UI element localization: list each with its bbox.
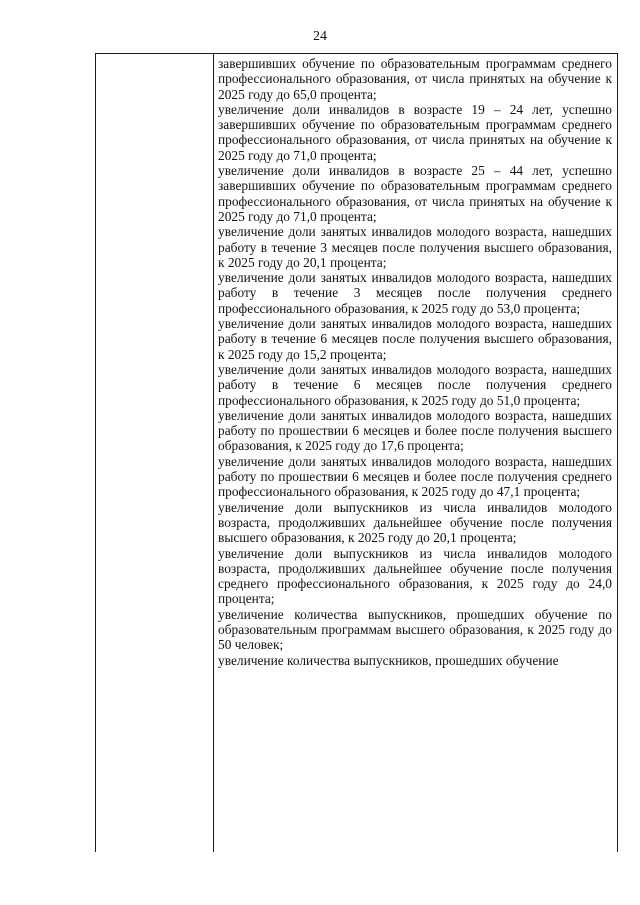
list-item: увеличение доли занятых инвалидов молодого возраста, нашедших работу в течение 3 месяцев после получения высшего образования, к 2025 году до 20,1 процента; (218, 224, 612, 270)
list-item: увеличение количества выпускников, прошедших обучение по образовательным программам высшего образования, к 2025 году до 50 человек; (218, 606, 612, 653)
table-right-column (214, 54, 617, 852)
table-left-column (96, 54, 214, 852)
list-item: увеличение доли занятых инвалидов молодого возраста, нашедших работу по прошествии 6 месяцев и более после получения высшего образования, к 2025 году до 17,6 процента; (218, 407, 612, 454)
list-item: увеличение доли инвалидов в возрасте 19 – 24 лет, успешно завершивших обучение по образовательным программам среднего профессионального образования, от числа принятых на обучение к 2025 году до 71,0 процента; (218, 101, 612, 163)
page-number: 24 (313, 29, 327, 44)
list-item: завершивших обучение по образовательным программам среднего профессионального образования, от числа принятых на обучение к 2025 году до 65,0 процента; (218, 56, 612, 102)
list-item: увеличение количества выпускников, прошедших обучение (218, 652, 559, 668)
list-item: увеличение доли занятых инвалидов молодого возраста, нашедших работу по прошествии 6 месяцев и более после получения среднего профессионального образования, к 2025 году до 47,1 процента; (218, 453, 612, 500)
list-item: увеличение доли выпускников из числа инвалидов молодого возраста, продолживших дальнейшее обучение после получения высшего образования, к 2025 году до 20,1 процента; (218, 499, 612, 546)
list-item: увеличение доли занятых инвалидов молодого возраста, нашедших работу в течение 6 месяцев после получения высшего образования, к 2025 году до 15,2 процента; (218, 316, 612, 362)
list-item: увеличение доли инвалидов в возрасте 25 – 44 лет, успешно завершивших обучение по образовательным программам среднего профессионального образования, от числа принятых на обучение к 2025 году до 71,0 процента; (218, 163, 612, 224)
list-item: увеличение доли занятых инвалидов молодого возраста, нашедших работу в течение 3 месяцев после получения среднего профессионального образования, к 2025 году до 53,0 процента; (218, 270, 612, 316)
list-item: увеличение доли выпускников из числа инвалидов молодого возраста, продолживших дальнейшее обучение после получения среднего профессионального образования, к 2025 году до 24,0 процента; (218, 545, 612, 607)
list-item: увеличение доли занятых инвалидов молодого возраста, нашедших работу в течение 6 месяцев после получения среднего профессионального образования, к 2025 году до 51,0 процента; (218, 361, 612, 408)
document-table (95, 53, 618, 852)
